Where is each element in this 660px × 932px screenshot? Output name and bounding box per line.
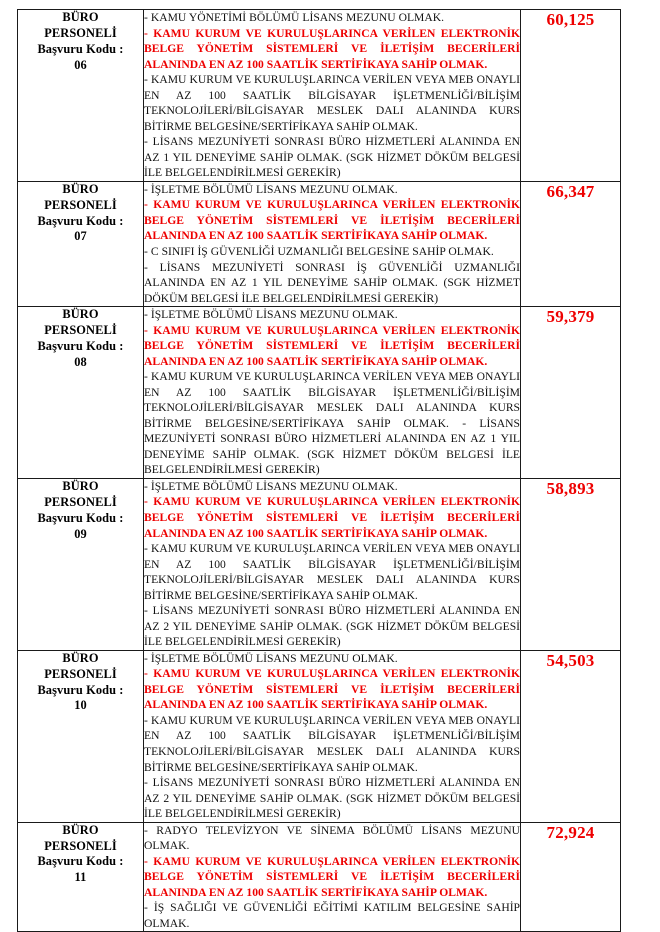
table-row (18, 822, 621, 932)
position-label-line: PERSONELİ (44, 666, 117, 681)
position-label-line: PERSONELİ (44, 25, 117, 40)
requirement-line: - LİSANS MEZUNİYETİ SONRASI BÜRO HİZMETLERİ ALANINDA EN AZ 2 YIL DENEYİME SAHİP OLMAK. (SGK HİZMET DÖKÜM BELGESİ İLE BELGELENDİRİLMESİ GEREKİR) (144, 776, 520, 821)
requirement-line: - İŞ SAĞLIĞI VE GÜVENLİĞİ EĞİTİMİ KATILIM BELGESİNE SAHİP OLMAK. (144, 901, 520, 930)
requirement-line-highlight: - KAMU KURUM VE KURULUŞLARINCA VERİLEN ELEKTRONİK BELGE YÖNETİM SİSTEMLERİ VE İLETİŞİM BECERİLERİ ALANINDA EN AZ 100 SAATLİK SERTİFİKAYA SAHİP OLMAK. (144, 198, 520, 243)
requirements-cell (144, 10, 521, 182)
table-body (18, 10, 621, 932)
application-code-value: 07 (74, 229, 87, 244)
table-row (18, 181, 621, 306)
score-value: 54,503 (546, 650, 595, 670)
requirement-line: - LİSANS MEZUNİYETİ SONRASI BÜRO HİZMETLERİ ALANINDA EN AZ 1 YIL DENEYİME SAHİP OLMAK. (SGK HİZMET DÖKÜM BELGESİ İLE BELGELENDİRİLMESİ GEREKİR) (144, 135, 520, 180)
requirement-line-highlight: - KAMU KURUM VE KURULUŞLARINCA VERİLEN ELEKTRONİK BELGE YÖNETİM SİSTEMLERİ VE İLETİŞİM BECERİLERİ ALANINDA EN AZ 100 SAATLİK SERTİFİKAYA SAHİP OLMAK. (144, 667, 520, 712)
table-row (18, 650, 621, 822)
requirement-line: - KAMU KURUM VE KURULUŞLARINCA VERİLEN VEYA MEB ONAYLI EN AZ 100 SAATLİK BİLGİSAYAR İŞLETMENLİĞİ/BİLİŞİM TEKNOLOJİLERİ/BİLGİSAYAR MESLEK DALI ALANINDA KURS BİTİRME BELGESİNE/SERTİFİKAYA SAHİP OLMAK. (144, 542, 520, 602)
position-label-line: Başvuru Kodu : (37, 338, 124, 353)
table-row (18, 10, 621, 182)
position-label-line: BÜRO (62, 650, 99, 665)
requirement-line: - LİSANS MEZUNİYETİ SONRASI BÜRO HİZMETLERİ ALANINDA EN AZ 2 YIL DENEYİME SAHİP OLMAK. (SGK HİZMET DÖKÜM BELGESİ İLE BELGELENDİRİLMESİ GEREKİR) (144, 604, 520, 649)
requirement-line: - KAMU KURUM VE KURULUŞLARINCA VERİLEN VEYA MEB ONAYLI EN AZ 100 SAATLİK BİLGİSAYAR İŞLETMENLİĞİ/BİLİŞİM TEKNOLOJİLERİ/BİLGİSAYAR MESLEK DALI ALANINDA KURS BİTİRME BELGESİNE/SERTİFİKAYA SAHİP OLMAK. - LİSANS MEZUNİYETİ SONRASI BÜRO HİZMETLERİ ALANINDA EN AZ 1 YIL DENEYİME SAHİP OLMAK. (SGK HİZMET DÖKÜM BELGESİ İLE BELGELENDİRİLMESİ GEREKİR) (144, 370, 520, 477)
requirements-cell (144, 307, 521, 479)
position-label-line: PERSONELİ (44, 838, 117, 853)
requirement-line: - RADYO TELEVİZYON VE SİNEMA BÖLÜMÜ LİSANS MEZUNU OLMAK. (144, 823, 520, 853)
score-cell (521, 478, 621, 650)
score-cell (521, 650, 621, 822)
requirement-line-highlight: - KAMU KURUM VE KURULUŞLARINCA VERİLEN ELEKTRONİK BELGE YÖNETİM SİSTEMLERİ VE İLETİŞİM BECERİLERİ ALANINDA EN AZ 100 SAATLİK SERTİFİKAYA SAHİP OLMAK. (144, 495, 520, 540)
score-value: 60,125 (546, 10, 595, 29)
requirements-cell (144, 181, 521, 306)
position-label-line: Başvuru Kodu : (37, 854, 124, 869)
score-value: 66,347 (546, 181, 595, 201)
score-value: 72,924 (546, 822, 595, 842)
requirement-line: - İŞLETME BÖLÜMÜ LİSANS MEZUNU OLMAK. (144, 479, 398, 493)
requirement-line: - İŞLETME BÖLÜMÜ LİSANS MEZUNU OLMAK. (144, 308, 398, 322)
position-label-line: PERSONELİ (44, 197, 117, 212)
requirements-cell (144, 478, 521, 650)
requirement-line: - KAMU KURUM VE KURULUŞLARINCA VERİLEN VEYA MEB ONAYLI EN AZ 100 SAATLİK BİLGİSAYAR İŞLETMENLİĞİ/BİLİŞİM TEKNOLOJİLERİ/BİLGİSAYAR MESLEK DALI ALANINDA KURS BİTİRME BELGESİNE/SERTİFİKAYA SAHİP OLMAK. (144, 73, 520, 133)
requirement-line: - C SINIFI İŞ GÜVENLİĞİ UZMANLIĞI BELGESİNE SAHİP OLMAK. (144, 244, 494, 258)
score-value: 59,379 (546, 307, 595, 327)
position-label-line: Başvuru Kodu : (37, 682, 124, 697)
application-code-value: 11 (74, 870, 87, 885)
requirement-line-highlight: - KAMU KURUM VE KURULUŞLARINCA VERİLEN ELEKTRONİK BELGE YÖNETİM SİSTEMLERİ VE İLETİŞİM BECERİLERİ ALANINDA EN AZ 100 SAATLİK SERTİFİKAYA SAHİP OLMAK. (144, 26, 520, 71)
position-code-cell (18, 822, 144, 932)
position-label-line: BÜRO (62, 307, 99, 322)
requirement-line: - İŞLETME BÖLÜMÜ LİSANS MEZUNU OLMAK. (144, 651, 398, 665)
position-label-line: BÜRO (62, 478, 99, 493)
requirements-cell (144, 650, 521, 822)
position-label-line: PERSONELİ (44, 494, 117, 509)
position-label-line: BÜRO (62, 181, 99, 196)
application-code-value: 08 (74, 354, 87, 369)
position-code-cell (18, 478, 144, 650)
position-label-line: PERSONELİ (44, 322, 117, 337)
score-cell (521, 181, 621, 306)
requirement-line-highlight: - KAMU KURUM VE KURULUŞLARINCA VERİLEN ELEKTRONİK BELGE YÖNETİM SİSTEMLERİ VE İLETİŞİM BECERİLERİ ALANINDA EN AZ 100 SAATLİK SERTİFİKAYA SAHİP OLMAK. (144, 854, 520, 899)
requirements-table (17, 9, 621, 932)
position-label-line: BÜRO (62, 10, 99, 24)
position-label-line: Başvuru Kodu : (37, 510, 124, 525)
requirement-line-highlight: - KAMU KURUM VE KURULUŞLARINCA VERİLEN ELEKTRONİK BELGE YÖNETİM SİSTEMLERİ VE İLETİŞİM BECERİLERİ ALANINDA EN AZ 100 SAATLİK SERTİFİKAYA SAHİP OLMAK. (144, 323, 520, 368)
requirement-line: - KAMU YÖNETİMİ BÖLÜMÜ LİSANS MEZUNU OLMAK. (144, 11, 444, 24)
requirement-line: - LİSANS MEZUNİYETİ SONRASI İŞ GÜVENLİĞİ UZMANLIĞI ALANINDA EN AZ 1 YIL DENEYİME SAHİP OLMAK. (SGK HİZMET DÖKÜM BELGESİ İLE BELGELENDİRİLMESİ GEREKİR) (144, 260, 520, 305)
position-code-cell (18, 10, 144, 182)
application-code-value: 06 (74, 57, 87, 72)
position-code-cell (18, 181, 144, 306)
table-row (18, 478, 621, 650)
score-cell (521, 10, 621, 182)
requirement-line: - KAMU KURUM VE KURULUŞLARINCA VERİLEN VEYA MEB ONAYLI EN AZ 100 SAATLİK BİLGİSAYAR İŞLETMENLİĞİ/BİLİŞİM TEKNOLOJİLERİ/BİLGİSAYAR MESLEK DALI ALANINDA KURS BİTİRME BELGESİNE/SERTİFİKAYA SAHİP OLMAK. (144, 713, 520, 774)
score-cell (521, 307, 621, 479)
score-value: 58,893 (546, 478, 595, 498)
requirements-cell (144, 822, 521, 932)
position-code-cell (18, 650, 144, 822)
position-label-line: BÜRO (62, 822, 99, 837)
requirement-line: - İŞLETME BÖLÜMÜ LİSANS MEZUNU OLMAK. (144, 182, 398, 196)
position-label-line: Başvuru Kodu : (37, 41, 124, 56)
score-cell (521, 822, 621, 932)
application-code-value: 09 (74, 526, 87, 541)
table-row (18, 307, 621, 479)
position-label-line: Başvuru Kodu : (37, 213, 124, 228)
position-code-cell (18, 307, 144, 479)
application-code-value: 10 (74, 698, 87, 713)
